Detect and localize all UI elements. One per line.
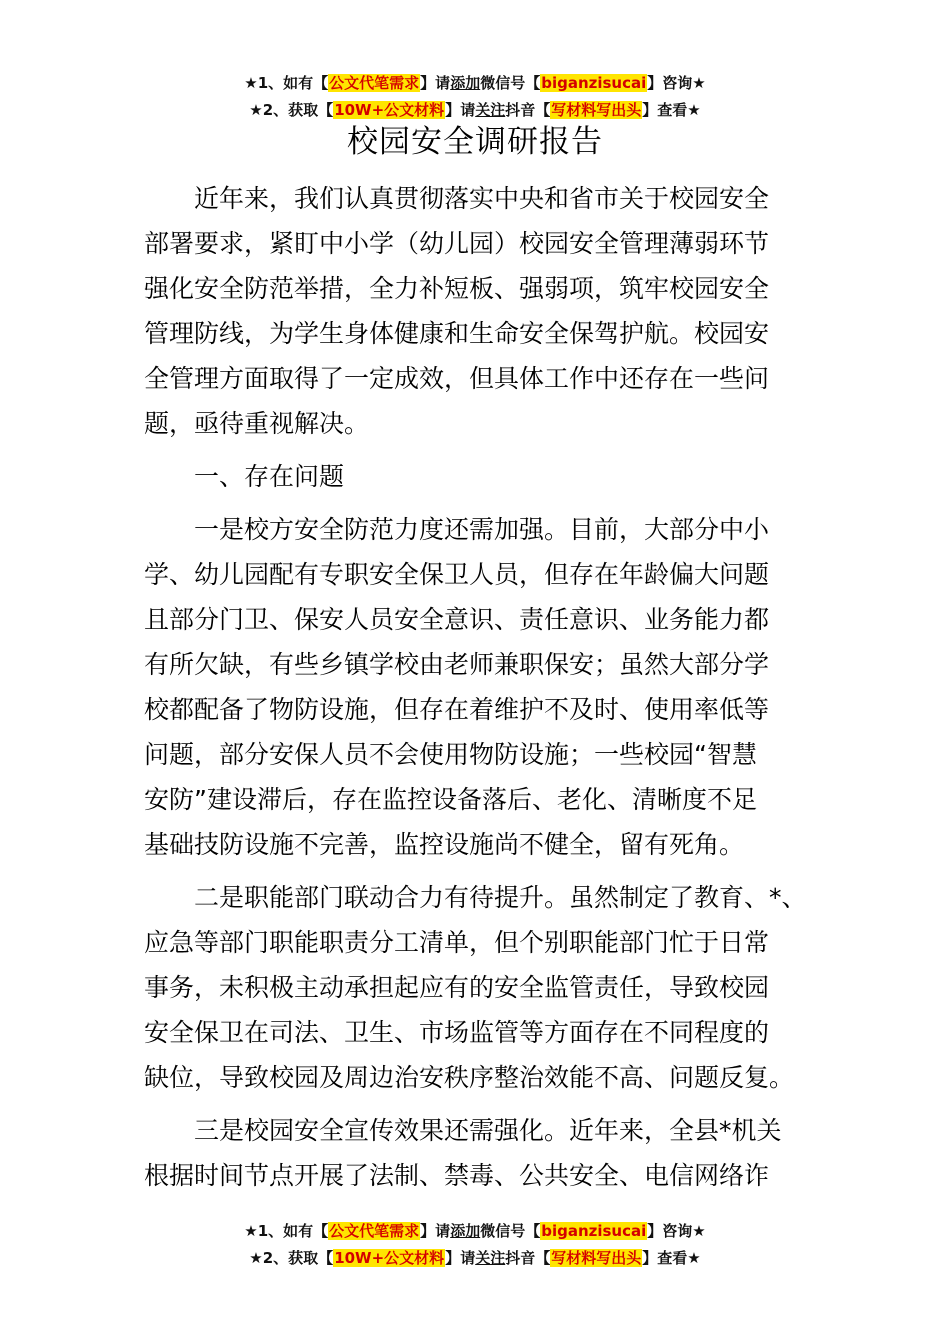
- promo-highlight: 写材料写出头: [551, 101, 642, 119]
- paragraph-issue-3: [144, 1108, 809, 1198]
- text-line: 应急等部门职能职责分工清单，但个别职能部门忙于日常: [144, 928, 770, 957]
- promo-text: ★2、获取【: [249, 1249, 334, 1267]
- text-line: 事务，未积极主动承担起应有的安全监管责任，导致校园: [144, 973, 770, 1002]
- promo-text: 】请: [420, 74, 451, 92]
- document-title: 校园安全调研报告: [347, 124, 603, 160]
- text-line: 根据时间节点开展了法制、禁毒、公共安全、电信网络诈: [144, 1161, 770, 1190]
- promo-text: 】查看★: [642, 101, 701, 119]
- text-line: 强化安全防范举措，全力补短板、强弱项，筑牢校园安全: [144, 274, 770, 303]
- promo-emphasis: 关注: [475, 1249, 506, 1267]
- text-line: 近年来，我们认真贯彻落实中央和省市关于校园安全: [194, 184, 770, 213]
- promo-emphasis: 添加: [450, 1222, 481, 1240]
- promo-text: 】咨询★: [647, 1222, 706, 1240]
- text-line: 一是校方安全防范力度还需加强。目前，大部分中小: [194, 515, 770, 544]
- text-line: 有所欠缺，有些乡镇学校由老师兼职保安；虽然大部分学: [144, 650, 770, 679]
- text-line: 安防”建设滞后，存在监控设备落后、老化、清晰度不足: [144, 785, 757, 814]
- text-line: 问题，部分安保人员不会使用物防设施；一些校园“智慧: [144, 740, 757, 769]
- text-line: 题，亟待重视解决。: [144, 409, 370, 438]
- promo-highlight: 10W+公文材料: [334, 101, 445, 119]
- promo-text: 抖音【: [505, 101, 551, 119]
- promo-line-1: [0, 1218, 950, 1245]
- text-line: 一、存在问题: [194, 462, 345, 491]
- text-line: 缺位，导致校园及周边治安秩序整治效能不高、问题反复。: [144, 1063, 795, 1092]
- promo-text: ★1、如有【: [244, 74, 329, 92]
- promo-highlight: 写材料写出头: [551, 1249, 642, 1267]
- promo-text: 微信号【: [480, 1222, 541, 1240]
- promo-text: 微信号【: [480, 74, 541, 92]
- paragraph-issue-2: [144, 875, 809, 1100]
- text-line: 部署要求，紧盯中小学（幼儿园）校园安全管理薄弱环节: [144, 229, 770, 258]
- promo-line-2: [0, 1245, 950, 1272]
- promo-text: 】查看★: [642, 1249, 701, 1267]
- promo-highlight: 公文代笔需求: [329, 74, 420, 92]
- promo-emphasis: 关注: [475, 101, 506, 119]
- text-line: 安全保卫在司法、卫生、市场监管等方面存在不同程度的: [144, 1018, 770, 1047]
- promo-highlight: 10W+公文材料: [334, 1249, 445, 1267]
- promo-text: ★2、获取【: [249, 101, 334, 119]
- text-line: 全管理方面取得了一定成效，但具体工作中还存在一些问: [144, 364, 770, 393]
- paragraph-intro: [144, 176, 809, 446]
- text-line: 校都配备了物防设施，但存在着维护不及时、使用率低等: [144, 695, 770, 724]
- paragraph-issue-1: [144, 507, 809, 867]
- promo-text: 】请: [420, 1222, 451, 1240]
- promo-banner-top: [0, 70, 950, 124]
- text-line: 学、幼儿园配有专职安全保卫人员，但存在年龄偏大问题: [144, 560, 770, 589]
- promo-highlight: biganzisucai: [541, 74, 647, 92]
- document-body: [144, 176, 809, 1206]
- section-heading: [144, 454, 809, 499]
- text-line: 二是职能部门联动合力有待提升。虽然制定了教育、*、: [194, 883, 807, 912]
- promo-text: 】咨询★: [647, 74, 706, 92]
- promo-line-2: [0, 97, 950, 124]
- promo-text: 抖音【: [505, 1249, 551, 1267]
- promo-highlight: biganzisucai: [541, 1222, 647, 1240]
- text-line: 三是校园安全宣传效果还需强化。近年来，全县*机关: [194, 1116, 782, 1145]
- text-line: 基础技防设施不完善，监控设施尚不健全，留有死角。: [144, 830, 745, 859]
- promo-text: 】请: [445, 1249, 476, 1267]
- text-line: 且部分门卫、保安人员安全意识、责任意识、业务能力都: [144, 605, 770, 634]
- promo-highlight: 公文代笔需求: [329, 1222, 420, 1240]
- promo-text: 】请: [445, 101, 476, 119]
- text-line: 管理防线，为学生身体健康和生命安全保驾护航。校园安: [144, 319, 770, 348]
- promo-banner-bottom: [0, 1218, 950, 1272]
- promo-text: ★1、如有【: [244, 1222, 329, 1240]
- promo-line-1: [0, 70, 950, 97]
- promo-emphasis: 添加: [450, 74, 481, 92]
